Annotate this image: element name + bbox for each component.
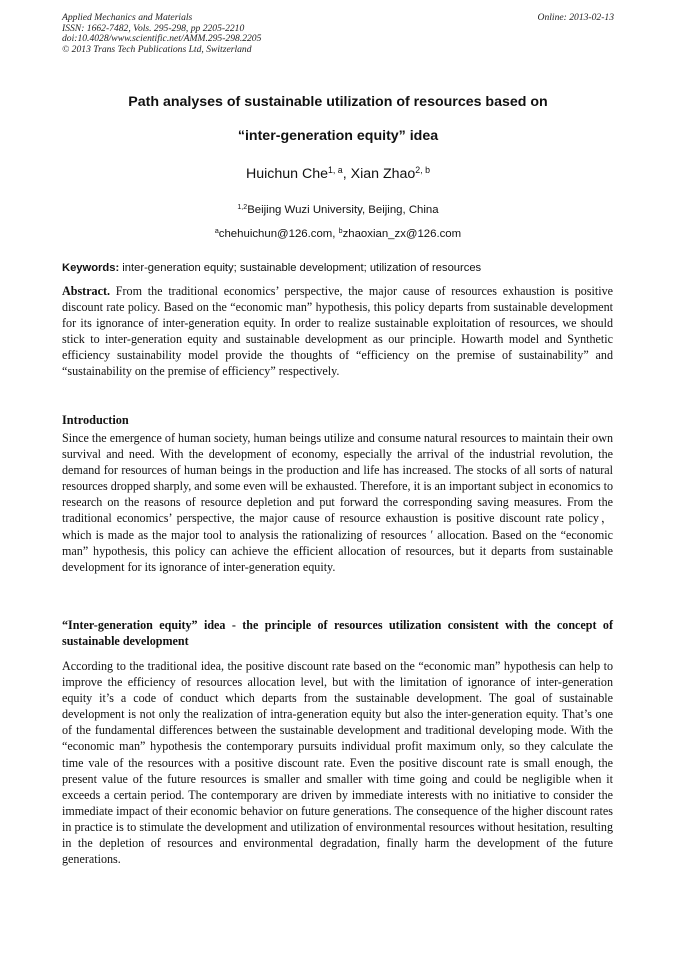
- email-b: zhaoxian_zx@126.com: [342, 228, 462, 240]
- abstract: [62, 283, 613, 380]
- keywords-text: inter-generation equity; sustainable development; utilization of resources: [119, 262, 482, 274]
- keywords-label: Keywords:: [62, 262, 120, 274]
- author-2-name: Xian Zhao: [350, 166, 416, 182]
- email-b-mark: b: [338, 228, 343, 236]
- journal-copyright: © 2013 Trans Tech Publications Ltd, Switzerland: [62, 43, 252, 55]
- online-date: Online: 2013-02-13: [537, 12, 614, 23]
- keywords: [62, 262, 614, 274]
- paper-title-line-2: “inter-generation equity” idea: [237, 128, 439, 144]
- abstract-text: From the traditional economics’ perspective, the major cause of resources exhaustion is positive discount rate policy. Based on the “economic man” hypothesis, this policy departs from sustainable development for its ignorance of inter-generation equity. In order to realize sustainable exploitation of resources, we should stick to inter-generation equity and sustainable development as our principle. Howarth model and Synthetic efficiency sustainability model provide the thoughts of “efficiency on the premise of sustainability” and “sustainability on the premise of efficiency” respectively.: [62, 284, 613, 379]
- abstract-label: Abstract.: [62, 284, 111, 298]
- affiliation-mark: 1,2: [237, 204, 248, 212]
- section-2-heading: “Inter-generation equity” idea - the principle of resources utilization consistent with the concept of sustainable development: [62, 618, 613, 649]
- journal-name: Applied Mechanics and Materials: [62, 12, 193, 23]
- journal-header: [62, 13, 261, 55]
- journal-doi: doi:10.4028/www.scientific.net/AMM.295-298.2205: [62, 33, 262, 45]
- author-separator: ,: [342, 166, 351, 182]
- journal-issn: ISSN: 1662-7482, Vols. 295-298, pp 2205-2210: [62, 22, 245, 34]
- affiliation-text: Beijing Wuzi University, Beijing, China: [247, 204, 439, 216]
- author-1-affil-mark: 1, a: [328, 165, 343, 176]
- introduction-paragraph: Since the emergence of human society, human beings utilize and consume natural resources to maintain their own survival and need. With the development of economy, especially the arrival of the industrial revolution, the demand for resources of human beings in the production and life has increased. The stocks of all sorts of natural resources dropped sharply, and some even will be exhausted. Therefore, it is an important subject in economics to research on the reasons of resource depletion and put forward the corresponding saving measures. From the traditional economics’ perspective, the major cause of resource exhaustion is positive discount rate policy，which is made as the major tool to analysis the rationalizing of resources ′ allocation. Based on the “economic man” hypothesis, this policy can achieve the efficient allocation of resources, but it departs from sustainable development for its ignorance of inter-generation equity.: [62, 431, 613, 574]
- author-emails: [62, 228, 614, 240]
- author-1-name: Huichun Che: [246, 166, 329, 182]
- paper-title-line-1: Path analyses of sustainable utilization of resources based on: [128, 94, 548, 110]
- author-list: [62, 166, 614, 182]
- section-2-paragraph: According to the traditional idea, the positive discount rate based on the “economic man” hypothesis can help to improve the efficiency of resources allocation level, but with the limitation of ignorance of inter-generation equity it’s a code of conduct which departs from the sustainable development. The goal of sustainable development is not only the realization of intra-generation equity but also the inter-generation equity. That’s one of the fundamental differences between the sustainable development and traditional developing mode. With the “economic man” hypothesis the contemporary pursuits individual profit maximum only, so they calculate the time vale of the resources with a positive discount rate. Even the positive discount rate is small enough, the present value of the future resources is smaller and smaller with time going and could be negligible when it exceeds a certain period. The contemporary are driven by immediate interests with no initiative to consider the immediate impact of their economic behavior on future generations. The consequence of the higher discount rates in practice is to stimulate the development and utilization of environmental resources without hesitation, resulting in the depletion of resources and environmental degradation, finally harm the development of the future generations.: [62, 659, 613, 867]
- affiliation: [62, 204, 614, 216]
- introduction-heading: Introduction: [62, 413, 129, 427]
- email-a: chehuichun@126.com,: [218, 228, 339, 240]
- author-2-affil-mark: 2, b: [415, 165, 430, 176]
- email-a-mark: a: [214, 228, 219, 236]
